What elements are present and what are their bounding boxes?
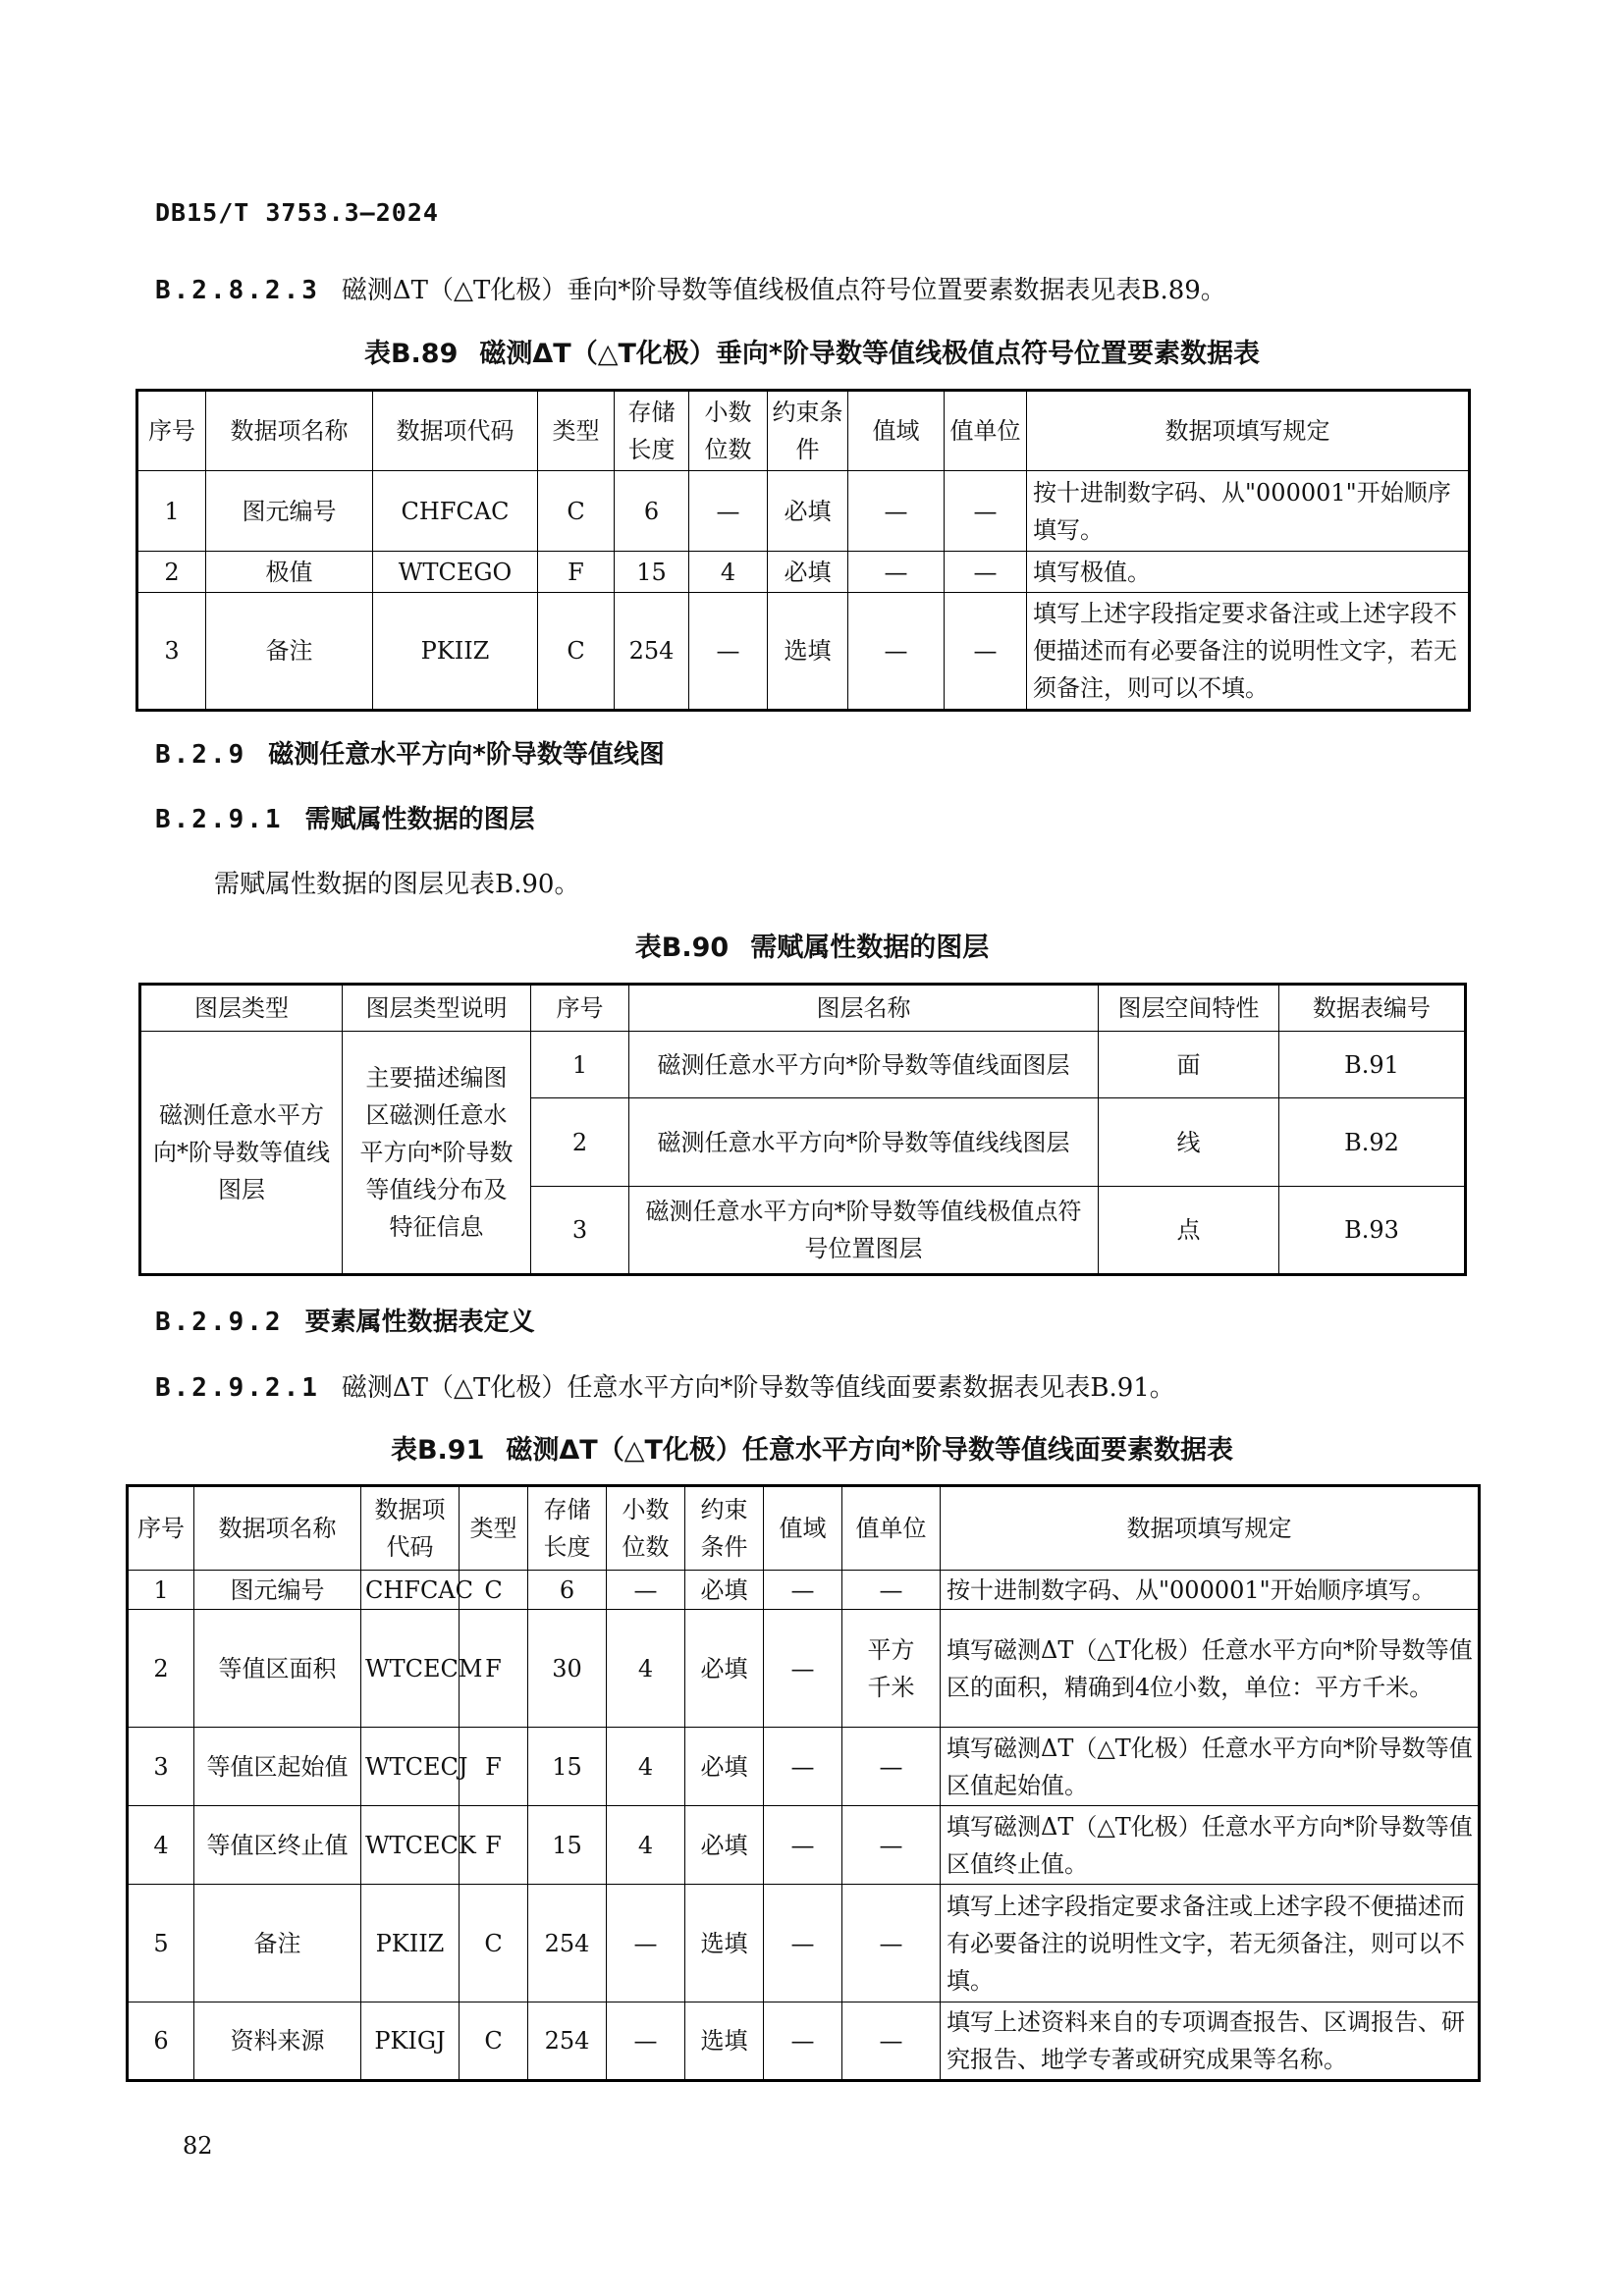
table-cell: 1 (128, 1571, 194, 1610)
table-cell: 30 (528, 1610, 607, 1728)
table-cell: — (689, 471, 768, 552)
table-89 (135, 389, 1471, 712)
table-cell: — (842, 1885, 941, 2002)
layer-desc-cell: 主要描述编图区磁测任意水平方向*阶导数等值线分布及特征信息 (343, 1032, 531, 1275)
table-row (137, 593, 1470, 711)
section-text: 磁测任意水平方向*阶导数等值线图 (268, 740, 665, 770)
section-text: 磁测ΔT（△T化极）垂向*阶导数等值线极值点符号位置要素数据表见表B.89。 (341, 276, 1226, 305)
header-cell: 值域 (764, 1486, 842, 1571)
table-row (128, 1571, 1480, 1610)
table-row (137, 552, 1470, 593)
table-cell: 6 (615, 471, 689, 552)
table-91 (126, 1484, 1481, 2082)
header-cell: 约束条件 (685, 1486, 764, 1571)
table-cell: 2 (128, 1610, 194, 1728)
table-cell: — (842, 2002, 941, 2081)
section-b29 (155, 734, 665, 771)
section-b2921 (155, 1367, 1175, 1404)
header-cell: 数据项名称 (206, 391, 373, 471)
table-cell: 3 (128, 1728, 194, 1806)
table-cell: — (764, 1806, 842, 1885)
table-cell: 2 (531, 1098, 629, 1187)
table-row (128, 1728, 1480, 1806)
table-cell: 6 (528, 1571, 607, 1610)
header-cell: 图层类型 (140, 985, 343, 1032)
table-cell: 2 (137, 552, 206, 593)
table-cell: 填写磁测ΔT（△T化极）任意水平方向*阶导数等值区值终止值。 (941, 1806, 1480, 1885)
table-cell: PKIGJ (361, 2002, 460, 2081)
header-cell: 存储长度 (615, 391, 689, 471)
header-cell: 数据项名称 (194, 1486, 361, 1571)
table-cell: 点 (1099, 1187, 1279, 1275)
table91-caption (0, 1428, 1624, 1467)
header-cell: 数据项填写规定 (1027, 391, 1470, 471)
table-cell: 备注 (194, 1885, 361, 2002)
table-row (128, 2002, 1480, 2081)
table-cell: 1 (531, 1032, 629, 1098)
table-row (140, 1032, 1466, 1098)
section-text: 要素属性数据表定义 (304, 1308, 535, 1337)
table-cell: 等值区面积 (194, 1610, 361, 1728)
table-cell: 填写上述资料来自的专项调查报告、区调报告、研究报告、地学专著或研究成果等名称。 (941, 2002, 1480, 2081)
header-cell: 约束条件 (768, 391, 848, 471)
table-cell: 254 (528, 1885, 607, 2002)
table-cell: — (945, 593, 1027, 711)
table-cell: 填写极值。 (1027, 552, 1470, 593)
table-cell: 6 (128, 2002, 194, 2081)
table-cell: — (945, 471, 1027, 552)
table-cell: F (460, 1610, 528, 1728)
table-cell: B.91 (1279, 1032, 1466, 1098)
header-cell: 小数位数 (607, 1486, 685, 1571)
header-cell: 值单位 (945, 391, 1027, 471)
table-cell: 备注 (206, 593, 373, 711)
table-cell: 254 (528, 2002, 607, 2081)
table-cell: 选填 (685, 1885, 764, 2002)
header-cell: 数据项代码 (373, 391, 538, 471)
caption-text: 磁测ΔT（△T化极）垂向*阶导数等值线极值点符号位置要素数据表 (479, 339, 1261, 369)
header-cell: 数据项填写规定 (941, 1486, 1480, 1571)
table-row (128, 1885, 1480, 2002)
section-b28223 (155, 270, 1226, 306)
section-number: B.2.8.2.3 (155, 276, 320, 305)
table-cell: 图元编号 (194, 1571, 361, 1610)
caption-number: 表B.89 (363, 339, 459, 369)
table-cell: 图元编号 (206, 471, 373, 552)
table-cell: WTCECK (361, 1806, 460, 1885)
table-cell: 等值区起始值 (194, 1728, 361, 1806)
table-header-row (128, 1486, 1480, 1571)
table-cell: 15 (615, 552, 689, 593)
table-cell: F (538, 552, 615, 593)
table-cell: 磁测任意水平方向*阶导数等值线极值点符号位置图层 (629, 1187, 1099, 1275)
table-cell: PKIIZ (361, 1885, 460, 2002)
table-cell: CHFCAC (373, 471, 538, 552)
paragraph-b291: 需赋属性数据的图层见表B.90。 (214, 870, 580, 899)
table-cell: C (538, 593, 615, 711)
header-cell: 数据表编号 (1279, 985, 1466, 1032)
table-cell: 4 (689, 552, 768, 593)
table-cell: PKIIZ (373, 593, 538, 711)
table-cell: 3 (137, 593, 206, 711)
table-90 (138, 983, 1467, 1276)
section-number: B.2.9.2.1 (155, 1373, 320, 1403)
table-cell: 填写磁测ΔT（△T化极）任意水平方向*阶导数等值区值起始值。 (941, 1728, 1480, 1806)
table-cell: — (764, 1610, 842, 1728)
table-cell: 5 (128, 1885, 194, 2002)
header-cell: 值域 (848, 391, 945, 471)
table-cell: 填写上述字段指定要求备注或上述字段不便描述而有必要备注的说明性文字，若无须备注，则可以不填。 (941, 1885, 1480, 2002)
section-number: B.2.9.1 (155, 805, 284, 834)
caption-text: 需赋属性数据的图层 (750, 933, 990, 963)
table-row (128, 1806, 1480, 1885)
table-cell: C (538, 471, 615, 552)
table-cell: 按十进制数字码、从"000001"开始顺序填写。 (941, 1571, 1480, 1610)
table-cell: CHFCAC (361, 1571, 460, 1610)
table-cell: — (764, 1885, 842, 2002)
table-cell: 3 (531, 1187, 629, 1275)
section-text: 需赋属性数据的图层 (304, 805, 535, 834)
table-cell: 必填 (685, 1610, 764, 1728)
table-cell: B.93 (1279, 1187, 1466, 1275)
table90-caption (0, 926, 1624, 964)
table-cell: 必填 (768, 471, 848, 552)
table-cell: 等值区终止值 (194, 1806, 361, 1885)
table-cell: — (689, 593, 768, 711)
table-cell: 4 (607, 1610, 685, 1728)
table-cell: 254 (615, 593, 689, 711)
table-cell: — (848, 471, 945, 552)
header-cell: 值单位 (842, 1486, 941, 1571)
table-cell: — (764, 1728, 842, 1806)
header-cell: 序号 (531, 985, 629, 1032)
table-cell: 15 (528, 1728, 607, 1806)
table-cell: 选填 (685, 2002, 764, 2081)
table-cell: 磁测任意水平方向*阶导数等值线面图层 (629, 1032, 1099, 1098)
table-cell: 磁测任意水平方向*阶导数等值线线图层 (629, 1098, 1099, 1187)
header-cell: 序号 (128, 1486, 194, 1571)
table-cell: C (460, 1885, 528, 2002)
layer-type-cell: 磁测任意水平方向*阶导数等值线图层 (140, 1032, 343, 1275)
table-cell: — (607, 2002, 685, 2081)
header-cell: 图层名称 (629, 985, 1099, 1032)
table-row (128, 1610, 1480, 1728)
table-cell: 选填 (768, 593, 848, 711)
table-cell: B.92 (1279, 1098, 1466, 1187)
document-code: DB15/T 3753.3—2024 (155, 198, 439, 227)
header-cell: 小数位数 (689, 391, 768, 471)
table-cell: 必填 (768, 552, 848, 593)
table-cell: 按十进制数字码、从"000001"开始顺序填写。 (1027, 471, 1470, 552)
table-cell: — (848, 593, 945, 711)
table-cell: 1 (137, 471, 206, 552)
header-cell: 序号 (137, 391, 206, 471)
table-cell: 极值 (206, 552, 373, 593)
table-cell: 填写磁测ΔT（△T化极）任意水平方向*阶导数等值区的面积，精确到4位小数，单位：平方千米。 (941, 1610, 1480, 1728)
table-cell: 线 (1099, 1098, 1279, 1187)
header-cell: 存储长度 (528, 1486, 607, 1571)
table-cell: F (460, 1728, 528, 1806)
table-cell: — (764, 1571, 842, 1610)
table-cell: 4 (607, 1806, 685, 1885)
table-cell: 15 (528, 1806, 607, 1885)
caption-number: 表B.91 (390, 1435, 485, 1466)
table-cell: 必填 (685, 1571, 764, 1610)
table89-caption (0, 332, 1624, 370)
section-number: B.2.9 (155, 740, 247, 770)
section-b292 (155, 1302, 535, 1338)
table-cell: WTCECM (361, 1610, 460, 1728)
caption-text: 磁测ΔT（△T化极）任意水平方向*阶导数等值线面要素数据表 (506, 1435, 1234, 1466)
header-cell: 类型 (460, 1486, 528, 1571)
table-cell: 面 (1099, 1032, 1279, 1098)
table-cell: F (460, 1806, 528, 1885)
section-b291 (155, 799, 535, 835)
table-cell: 4 (128, 1806, 194, 1885)
table-cell: — (842, 1806, 941, 1885)
section-text: 磁测ΔT（△T化极）任意水平方向*阶导数等值线面要素数据表见表B.91。 (341, 1373, 1175, 1403)
table-row (137, 471, 1470, 552)
table-cell: 资料来源 (194, 2002, 361, 2081)
table-header-row (140, 985, 1466, 1032)
table-cell: 填写上述字段指定要求备注或上述字段不便描述而有必要备注的说明性文字，若无须备注，则可以不填。 (1027, 593, 1470, 711)
table-cell: C (460, 2002, 528, 2081)
table-cell: — (945, 552, 1027, 593)
table-cell: — (842, 1571, 941, 1610)
table-cell: 平方千米 (842, 1610, 941, 1728)
header-cell: 图层空间特性 (1099, 985, 1279, 1032)
table-cell: — (848, 552, 945, 593)
table-cell: 必填 (685, 1728, 764, 1806)
table-cell: — (607, 1571, 685, 1610)
table-cell: WTCECJ (361, 1728, 460, 1806)
table-cell: WTCEGO (373, 552, 538, 593)
header-cell: 图层类型说明 (343, 985, 531, 1032)
table-header-row (137, 391, 1470, 471)
caption-number: 表B.90 (634, 933, 730, 963)
table-cell: — (607, 1885, 685, 2002)
table-cell: C (460, 1571, 528, 1610)
table-cell: 4 (607, 1728, 685, 1806)
section-number: B.2.9.2 (155, 1308, 284, 1337)
table-cell: 必填 (685, 1806, 764, 1885)
page-number: 82 (183, 2132, 213, 2160)
header-cell: 数据项代码 (361, 1486, 460, 1571)
table-cell: — (764, 2002, 842, 2081)
table-cell: — (842, 1728, 941, 1806)
header-cell: 类型 (538, 391, 615, 471)
